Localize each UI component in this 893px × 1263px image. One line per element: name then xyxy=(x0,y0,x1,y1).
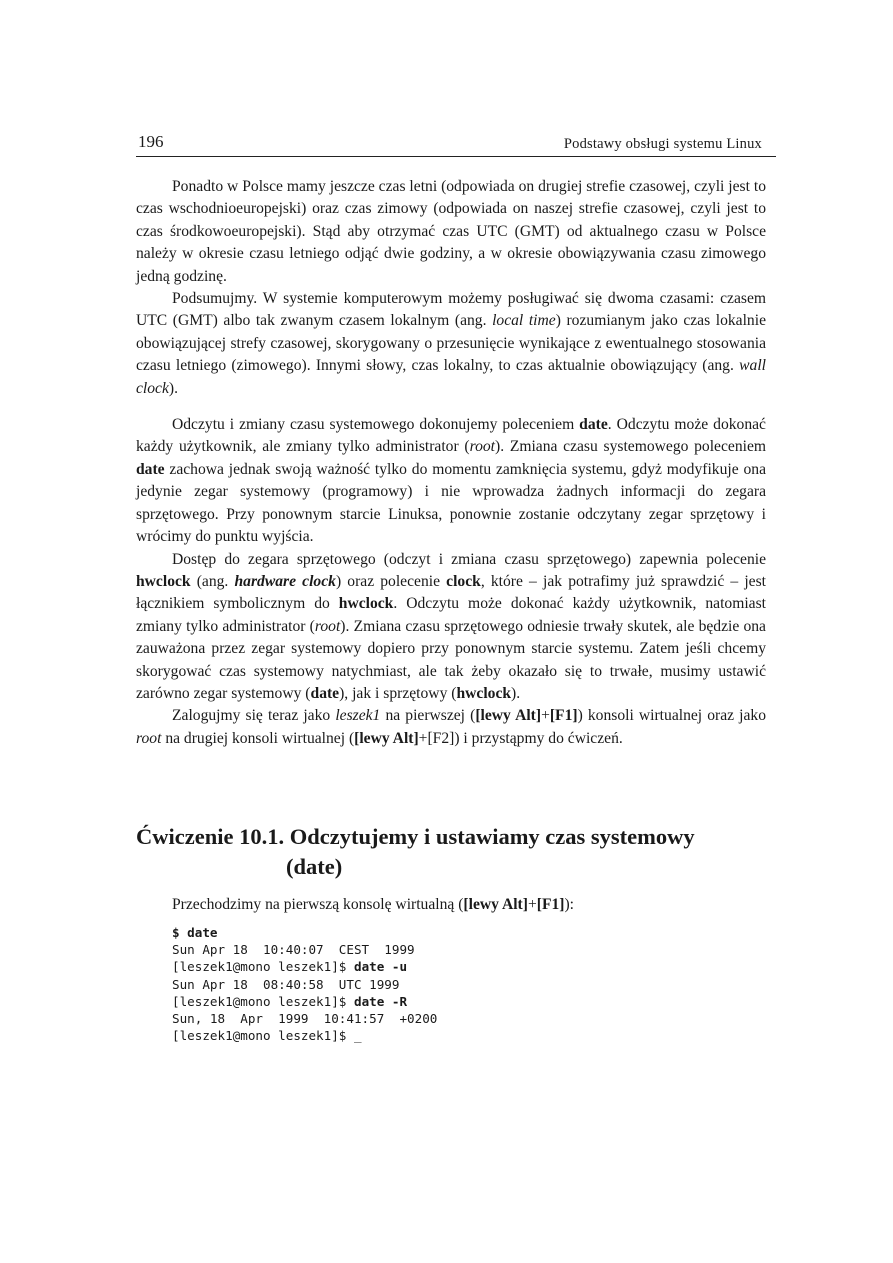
emphasis-text: date xyxy=(310,684,340,702)
text-run: ) oraz polecenie xyxy=(335,572,447,590)
terminal-output: Sun, 18 Apr 1999 10:41:57 +0200 xyxy=(172,1010,438,1026)
page-number: 196 xyxy=(138,132,164,151)
text-run: na drugiej konsoli wirtualnej ( xyxy=(161,729,355,747)
text-run: zachowa jednak swoją ważność tylko do momentu zamknięcia systemu, gdyż modyfikuje ona jedynie zegar systemowy (programowy) i nie wprowadza żadnych informacji do zegara sprzętowego. Przy ponownym starcie Linuksa, ponownie zostanie odczytany zegar sprzętowy i wrócimy do punktu wyjścia. xyxy=(136,460,766,546)
emphasis-text: date xyxy=(579,416,608,434)
text-run: Przechodzimy na pierwszą konsolę wirtualną ( xyxy=(172,896,464,913)
paragraph xyxy=(136,705,766,750)
text-run: . Odczytu może dokonać każdy użytkownik, natomiast zmiany tylko administrator ( xyxy=(136,595,766,635)
terminal-line xyxy=(172,924,772,941)
terminal-line xyxy=(172,941,772,958)
terminal-listing xyxy=(172,924,772,1044)
exercise-heading-line1: Ćwiczenie 10.1. Odczytujemy i ustawiamy czas systemowy xyxy=(136,824,695,849)
terminal-output: [leszek1@mono leszek1]$ xyxy=(172,959,354,975)
paragraph xyxy=(136,288,766,400)
emphasis-text: root xyxy=(314,617,341,635)
emphasis-text: root xyxy=(136,729,162,747)
text-run: ). xyxy=(168,379,178,397)
text-run: Dostęp do zegara sprzętowego (odczyt i zmiana czasu sprzętowego) zapewnia polecenie xyxy=(172,550,766,568)
terminal-output: Sun Apr 18 10:40:07 CEST 1999 xyxy=(172,942,415,958)
emphasis-text: [F1] xyxy=(549,707,578,725)
page-header xyxy=(136,130,776,157)
exercise-heading-line2: (date) xyxy=(286,854,343,879)
text-run: ). Zmiana czasu systemowego poleceniem xyxy=(495,438,767,456)
text-run: ), jak i sprzętowy ( xyxy=(339,684,457,702)
terminal-output: Sun Apr 18 08:40:58 UTC 1999 xyxy=(172,976,400,992)
text-run: , które – jak potrafimy już sprawdzić – jest łącznikiem symbolicznym do xyxy=(136,572,766,613)
text-run: . Odczytu może dokonać każdy użytkownik, ale zmiany tylko administrator ( xyxy=(136,416,766,456)
terminal-command: $ date xyxy=(172,925,218,940)
emphasis-text: leszek1 xyxy=(335,707,381,725)
text-run: (ang. xyxy=(190,572,235,590)
text-run: + xyxy=(541,707,550,725)
terminal-command: date -u xyxy=(353,959,408,975)
paragraph xyxy=(136,549,766,706)
text-run: ). xyxy=(511,684,521,702)
text-run: Podsumujmy. W systemie komputerowym możemy posługiwać się dwoma czasami: czasem UTC (GMT) albo tak zwanym czasem lokalnym (ang. xyxy=(136,290,766,330)
terminal-output: [leszek1@mono leszek1]$ xyxy=(172,993,354,1009)
text-run: ): xyxy=(564,896,574,913)
exercise-intro xyxy=(172,894,772,916)
text-run: na pierwszej ( xyxy=(380,707,476,725)
text-run: ) rozumianym jako czas lokalnie obowiązującej strefy czasowej, skorygowany o przesunięcie wynikające z ewentualnego stosowania czasu letniego (zimowego). Innymi słowy, czas lokalny, to czas aktualnie obowiązujący (ang. xyxy=(136,312,766,375)
emphasis-text: hwclock xyxy=(136,572,191,590)
emphasis-text: wall clock xyxy=(136,357,766,397)
emphasis-text: hwclock xyxy=(338,595,394,613)
text-run: ). Zmiana czasu sprzętowego odniesie trwały skutek, ale będzie ona zauważona przez zegar systemowy dopiero przy ponownym starcie systemu. Zatem jeśli chcemy skorygować czas systemowy natychmiast, ale tak żeby okazało się to trwałe, musimy ustawić zarówno zegar systemowy ( xyxy=(136,617,766,702)
running-title: Podstawy obsługi systemu Linux xyxy=(563,136,762,152)
emphasis-text: clock xyxy=(446,572,481,590)
terminal-output: [leszek1@mono leszek1]$ _ xyxy=(172,1028,362,1044)
terminal-line xyxy=(172,993,772,1010)
emphasis-text: [F1] xyxy=(536,896,565,913)
emphasis-text: hardware clock xyxy=(234,572,336,590)
terminal-line xyxy=(172,1027,772,1044)
paragraph xyxy=(136,176,766,288)
emphasis-text: [lewy Alt] xyxy=(475,707,542,725)
terminal-line xyxy=(172,1010,772,1027)
paragraph xyxy=(136,414,766,548)
emphasis-text: root xyxy=(469,438,495,456)
text-run: Ponadto w Polsce mamy jeszcze czas letni (odpowiada on drugiej strefie czasowej, czyli jest to czas wschodnioeuropejski) oraz czas zimowy (odpowiada on naszej strefie czasowej, czyli jest to czas środkowoeuropejski). Stąd aby otrzymać czas UTC (GMT) od aktualnego czasu w Polsce należy w okresie czasu letniego odjąć dwie godziny, a w okresie obowiązywania czasu zimowego jedną godzinę. xyxy=(136,178,766,285)
text-run: Zalogujmy się teraz jako xyxy=(172,707,336,725)
text-run: + xyxy=(527,896,537,913)
emphasis-text: [lewy Alt] xyxy=(463,896,528,913)
exercise-heading xyxy=(136,822,776,882)
text-run: ) konsoli wirtualnej oraz jako xyxy=(577,707,767,725)
text-run: Odczytu i zmiany czasu systemowego dokonujemy poleceniem xyxy=(172,416,580,434)
text-run: +[F2]) i przystąpmy do ćwiczeń. xyxy=(418,729,623,747)
emphasis-text: hwclock xyxy=(456,684,512,702)
emphasis-text: date xyxy=(136,460,165,478)
body-text xyxy=(136,176,766,750)
terminal-command: date -R xyxy=(353,993,408,1009)
terminal-line xyxy=(172,958,772,975)
terminal-line xyxy=(172,976,772,993)
emphasis-text: [lewy Alt] xyxy=(354,729,419,747)
emphasis-text: local time xyxy=(492,312,556,330)
